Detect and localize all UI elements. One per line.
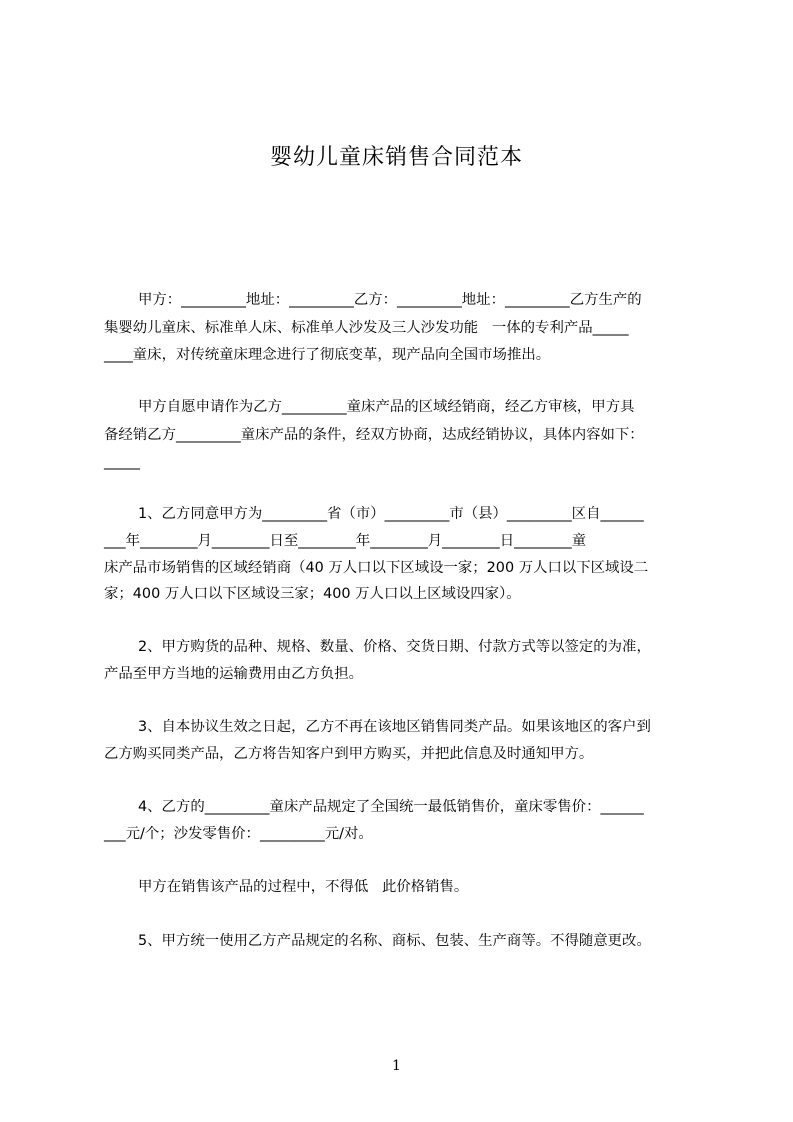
clause-3-line-1: 3、自本协议生效之日起，乙方不再在该地区销售同类产品。如果该地区的客户到 [138,719,651,735]
clause-1-line-3: 床产品市场销售的区域经销商（40 万人口以下区域设一家；200 万人口以下区域设二 [104,560,649,576]
paragraph-2-line-2: 备经销乙方_________童床产品的条件，经双方协商，达成经销协议，具体内容如下： [104,427,644,443]
clause-3-line-2: 乙方购买同类产品，乙方将告知客户到甲方购买，并把此信息及时通知甲方。 [104,746,594,762]
clause-1-line-1: 1、乙方同意甲方为_________省（市）_________市（县）_________区自______ [138,506,644,522]
clause-1-line-2: ___年________月________日至________年________月________日________童 [104,533,587,549]
page-number: 1 [392,1058,401,1074]
paragraph-1-line-3: ____童床，对传统童床理念进行了彻底变革，现产品向全国市场推出。 [104,347,551,363]
paragraph-2-line-1: 甲方自愿申请作为乙方_________童床产品的区域经销商，经乙方审核，甲方具 [138,399,635,415]
paragraph-2-line-3: _____ [104,454,140,470]
clause-4-line-2: ___元/个；沙发零售价：_________元/对。 [104,826,373,842]
clause-4-line-1: 4、乙方的_________童床产品规定了全国统一最低销售价，童床零售价：______ [138,799,644,815]
clause-2-line-2: 产品至甲方当地的运输费用由乙方负担。 [104,666,364,682]
paragraph-1-line-2: 集婴幼儿童床、标准单人床、标准单人沙发及三人沙发功能 一体的专利产品_____ [104,320,629,336]
clause-2-line-1: 2、甲方购货的品种、规格、数量、价格、交货日期、付款方式等以签定的为准， [138,639,651,655]
clause-5-line-1: 5、甲方统一使用乙方产品规定的名称、商标、包装、生产商等。不得随意更改。 [138,933,651,949]
document-title: 婴幼儿童床销售合同范本 [269,145,523,170]
clause-1-line-4: 家；400 万人口以下区域设三家；400 万人口以上区域设四家）。 [104,586,521,602]
paragraph-1-line-1: 甲方：_________地址：_________乙方：_________地址：_________乙方生产的 [138,292,642,308]
clause-4-note: 甲方在销售该产品的过程中，不得低 此价格销售。 [138,879,469,895]
